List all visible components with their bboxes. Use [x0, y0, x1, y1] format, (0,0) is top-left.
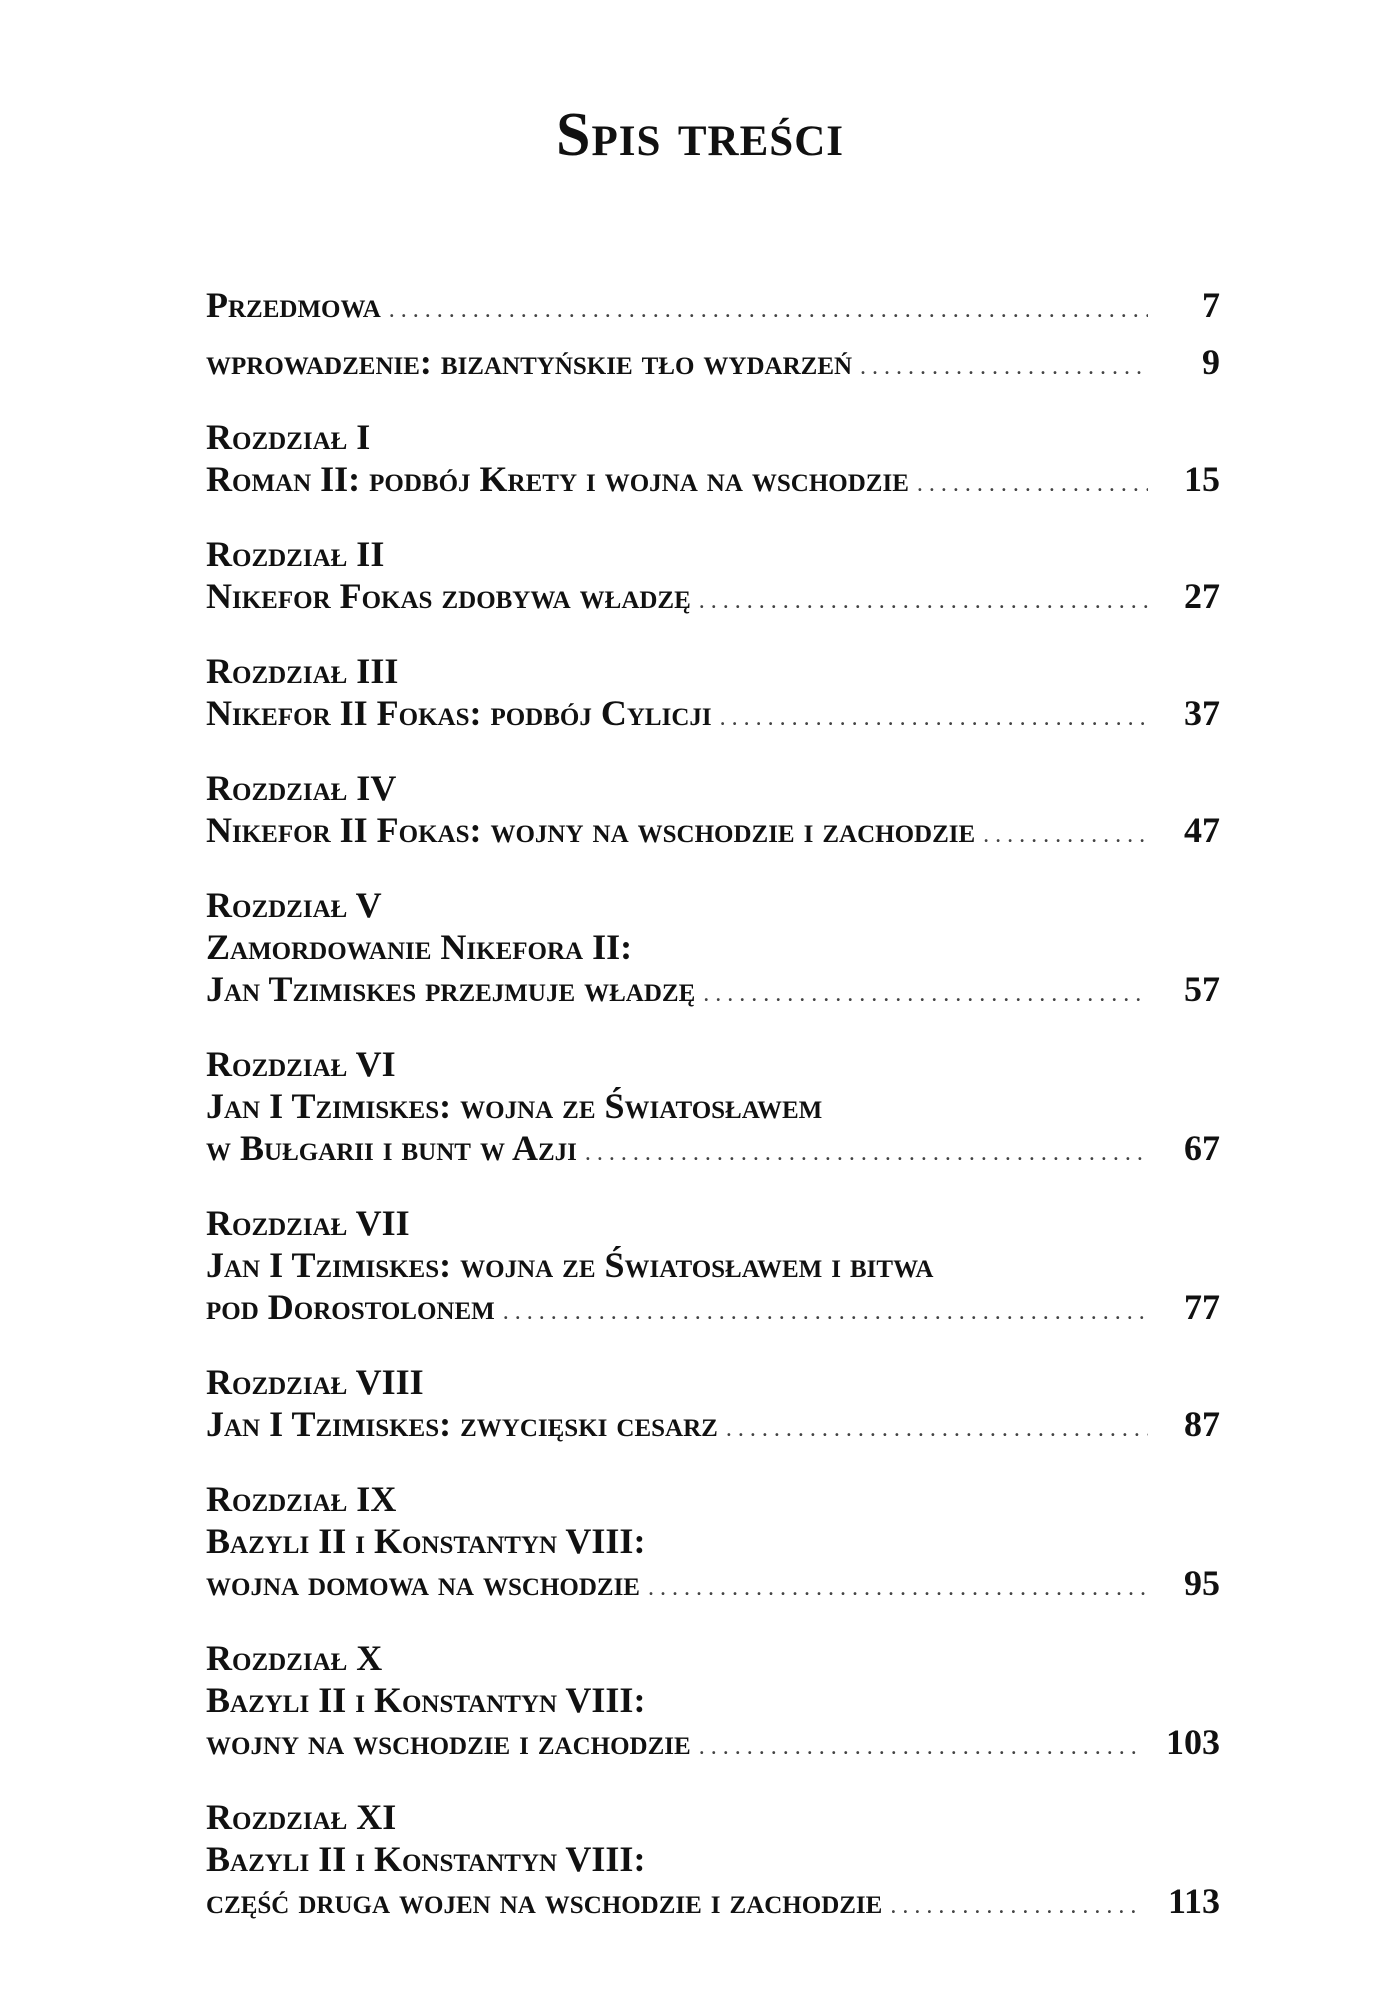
chapter-title-line: Zamordowanie Nikefora II: [206, 927, 633, 967]
toc-entry [206, 416, 1220, 505]
entry-title: część druga wojen na wschodzie i zachodzie [206, 1881, 883, 1921]
toc-line [206, 575, 1220, 622]
entry-title: wprowadzenie: bizantyńskie tło wydarzeń [206, 342, 853, 382]
chapter-heading: Rozdział VII [206, 1203, 410, 1243]
chapter-heading: Rozdział IV [206, 768, 397, 808]
page-number: 27 [1184, 576, 1220, 616]
toc-entry [206, 1478, 1220, 1609]
toc-entry [206, 1796, 1220, 1927]
entry-title: pod Dorostolonem [206, 1287, 495, 1327]
table-of-contents [206, 284, 1220, 1927]
toc-entry [206, 533, 1220, 622]
toc-line [206, 968, 1220, 1015]
chapter-heading: Rozdział III [206, 651, 399, 691]
page-number: 95 [1184, 1563, 1220, 1603]
toc-entry [206, 341, 1220, 388]
entry-title: Roman II: podbój Krety i wojna na wschodzie [206, 459, 909, 499]
chapter-title-line: Bazyli II i Konstantyn VIII: [206, 1839, 646, 1879]
toc-line [206, 692, 1220, 739]
toc-line [206, 1286, 1220, 1333]
chapter-title-line: Bazyli II i Konstantyn VIII: [206, 1521, 646, 1561]
page-number: 15 [1184, 459, 1220, 499]
dot-leader [720, 697, 1148, 739]
chapter-heading: Rozdział VI [206, 1044, 396, 1084]
dot-leader [389, 289, 1148, 331]
page-number: 67 [1184, 1128, 1220, 1168]
chapter-title-line: Jan I Tzimiskes: wojna ze Światosławem i bitwa [206, 1245, 934, 1285]
toc-entry [206, 1202, 1220, 1333]
entry-title: Nikefor Fokas zdobywa władzę [206, 576, 691, 616]
entry-title: Jan I Tzimiskes: zwycięski cesarz [206, 1404, 718, 1444]
page-number: 77 [1184, 1287, 1220, 1327]
toc-line [206, 1562, 1220, 1609]
toc-line [206, 341, 1220, 388]
chapter-title-line: Jan I Tzimiskes: wojna ze Światosławem [206, 1086, 823, 1126]
toc-line [206, 809, 1220, 856]
toc-line [206, 458, 1220, 505]
toc-line [206, 1721, 1220, 1768]
page-number: 37 [1184, 693, 1220, 733]
dot-leader [860, 346, 1148, 388]
page-number: 9 [1202, 342, 1220, 382]
dot-leader [890, 1885, 1140, 1927]
chapter-heading: Rozdział IX [206, 1479, 397, 1519]
toc-entry [206, 1043, 1220, 1174]
entry-title: wojna domowa na wschodzie [206, 1563, 640, 1603]
dot-leader [703, 973, 1148, 1015]
entry-title: Nikefor II Fokas: wojny na wschodzie i zachodzie [206, 810, 976, 850]
page-title: Spis treści [555, 101, 844, 169]
chapter-heading: Rozdział V [206, 885, 382, 925]
entry-title: w Bułgarii i bunt w Azji [206, 1128, 577, 1168]
toc-entry [206, 767, 1220, 856]
entry-title: Nikefor II Fokas: podbój Cylicji [206, 693, 712, 733]
toc-entry [206, 650, 1220, 739]
toc-line [206, 1127, 1220, 1174]
page-number: 57 [1184, 969, 1220, 1009]
entry-title: wojny na wschodzie i zachodzie [206, 1722, 691, 1762]
page-number: 47 [1184, 810, 1220, 850]
dot-leader [699, 1726, 1138, 1768]
page-number: 113 [1167, 1881, 1220, 1921]
dot-leader [983, 814, 1148, 856]
dot-leader [585, 1132, 1148, 1174]
toc-entry [206, 1361, 1220, 1450]
entry-title: Jan Tzimiskes przejmuje władzę [206, 969, 696, 1009]
chapter-heading: Rozdział VIII [206, 1362, 424, 1402]
dot-leader [503, 1291, 1148, 1333]
chapter-heading: Rozdział II [206, 534, 385, 574]
entry-title: Przedmowa [206, 285, 381, 325]
toc-entry [206, 884, 1220, 1015]
dot-leader [699, 580, 1148, 622]
dot-leader [648, 1567, 1148, 1609]
dot-leader [726, 1408, 1148, 1450]
chapter-title-line: Bazyli II i Konstantyn VIII: [206, 1680, 646, 1720]
toc-line [206, 284, 1220, 331]
toc-line [206, 1403, 1220, 1450]
dot-leader [917, 463, 1148, 505]
toc-entry [206, 1637, 1220, 1768]
chapter-heading: Rozdział X [206, 1638, 383, 1678]
page-number: 103 [1166, 1722, 1220, 1762]
page-number: 87 [1184, 1404, 1220, 1444]
toc-entry [206, 284, 1220, 331]
chapter-heading: Rozdział XI [206, 1797, 397, 1837]
page-number: 7 [1202, 285, 1220, 325]
chapter-heading: Rozdział I [206, 417, 371, 457]
toc-line [206, 1880, 1220, 1927]
